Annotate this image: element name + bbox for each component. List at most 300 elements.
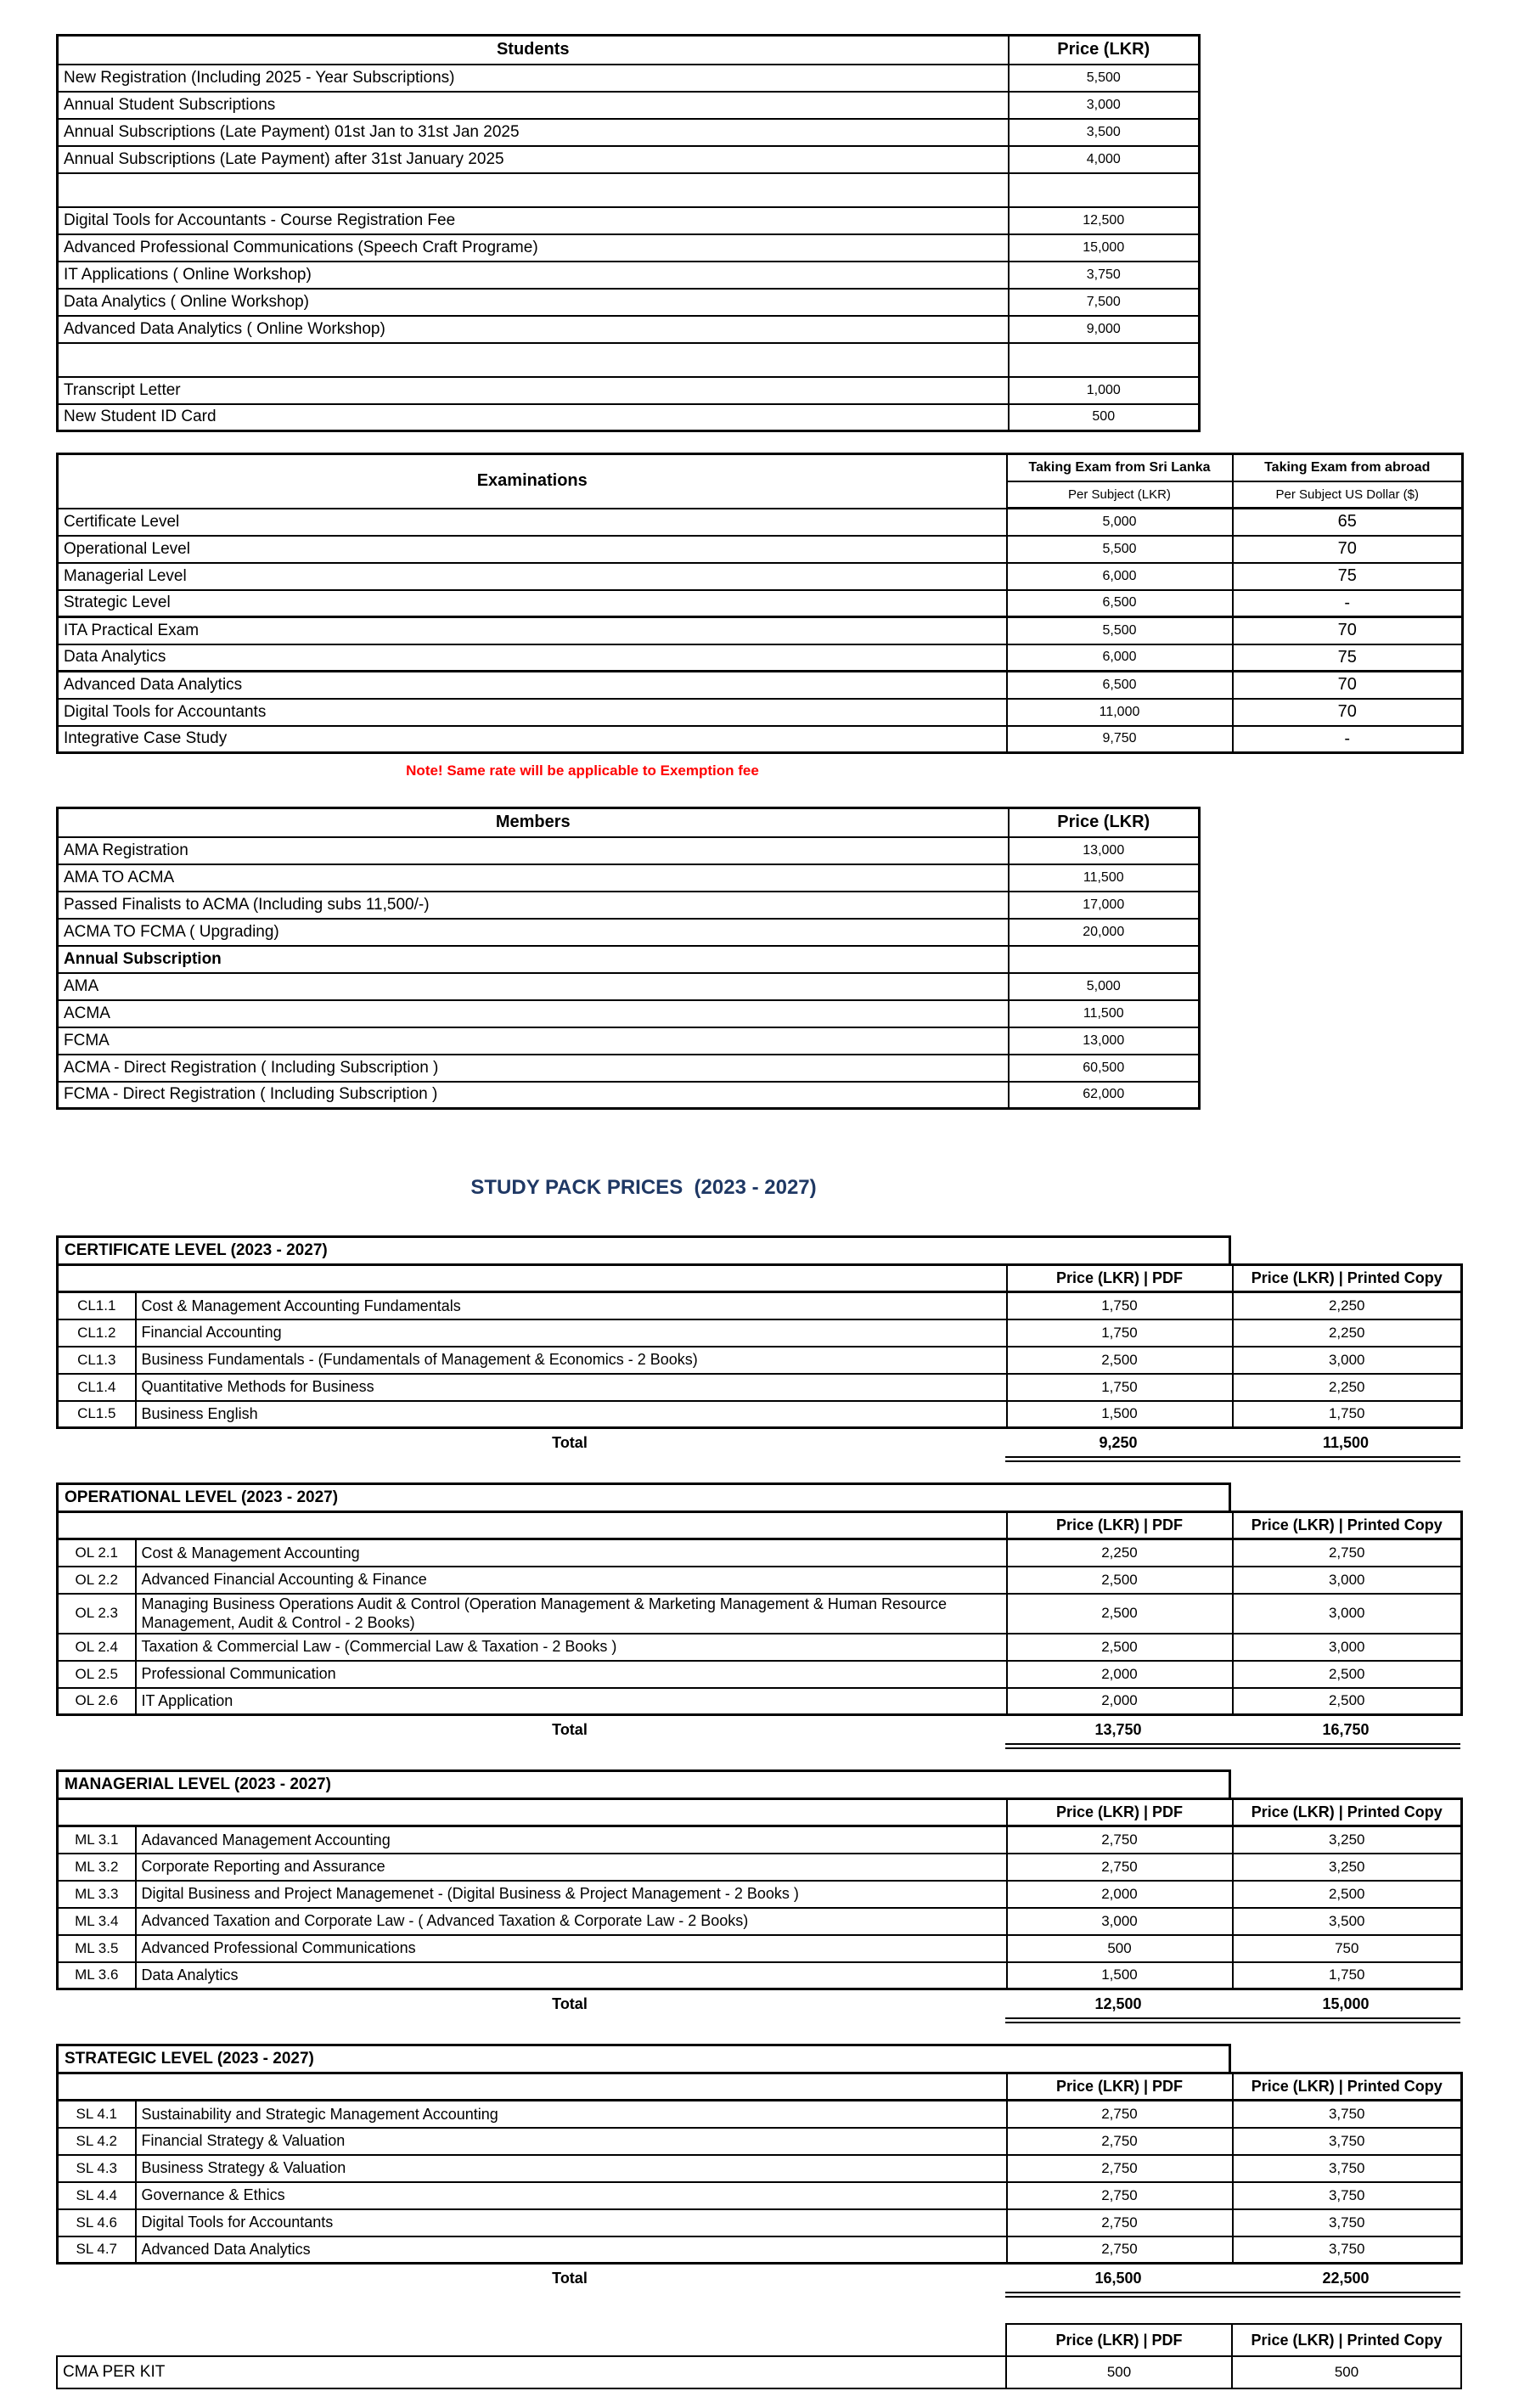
pdf-price-column-header: Price (LKR) | PDF	[1007, 1799, 1233, 1826]
row-price: 60,500	[1009, 1055, 1200, 1082]
study-pack-rows	[58, 1539, 1462, 1715]
table-row	[58, 1401, 1462, 1428]
row-label: IT Applications ( Online Workshop)	[58, 262, 1009, 289]
row-price: 3,750	[1009, 262, 1200, 289]
subject-code: OL 2.6	[58, 1688, 136, 1715]
total-label: Total	[552, 1720, 588, 1738]
subject-code: CL1.5	[58, 1401, 136, 1428]
table-row	[58, 864, 1200, 892]
total-row	[56, 1429, 1460, 1456]
pdf-price: 2,250	[1007, 1539, 1233, 1567]
pdf-price-column-header: Price (LKR) | PDF	[1007, 2073, 1233, 2101]
subject-code: CL1.1	[58, 1292, 136, 1319]
exam-row-label: Digital Tools for Accountants	[58, 699, 1007, 726]
table-row	[58, 1055, 1200, 1082]
subject-code: CL1.2	[58, 1319, 136, 1347]
pdf-price: 2,750	[1007, 2209, 1233, 2236]
exam-row-label: Data Analytics	[58, 644, 1007, 672]
table-row	[58, 699, 1463, 726]
row-label: New Student ID Card	[58, 404, 1009, 431]
exam-row-label: Strategic Level	[58, 590, 1007, 617]
row-label	[58, 173, 1009, 207]
printed-price-column-header: Price (LKR) | Printed Copy	[1232, 2324, 1461, 2356]
members-table	[56, 807, 1201, 1110]
row-price	[1009, 946, 1200, 973]
row-price: 5,000	[1009, 973, 1200, 1000]
level-block-operational	[56, 1482, 1513, 1749]
printed-price: 3,000	[1233, 1567, 1462, 1594]
examinations-table	[56, 453, 1464, 754]
subject-name: Financial Strategy & Valuation	[136, 2128, 1007, 2155]
subject-code: ML 3.3	[58, 1881, 136, 1908]
table-row	[58, 1962, 1462, 1989]
pdf-price: 1,750	[1007, 1292, 1233, 1319]
row-price: 4,000	[1009, 146, 1200, 173]
table-row	[57, 2356, 1461, 2388]
table-row	[58, 1539, 1462, 1567]
subject-name: Data Analytics	[136, 1962, 1007, 1989]
printed-price-column-header: Price (LKR) | Printed Copy	[1233, 2073, 1462, 2101]
exam-usd-price: 75	[1233, 563, 1463, 590]
pdf-price: 2,000	[1007, 1881, 1233, 1908]
exam-lkr-price: 5,500	[1007, 617, 1233, 644]
total-printed-value: 11,500	[1322, 1433, 1370, 1451]
exam-row-label: Certificate Level	[58, 509, 1007, 536]
table-row	[58, 837, 1200, 864]
level-block-managerial	[56, 1769, 1513, 2023]
total-pdf-value: 12,500	[1094, 1994, 1142, 2012]
subject-name: IT Application	[136, 1688, 1007, 1715]
printed-price: 2,250	[1233, 1374, 1462, 1401]
pdf-price: 2,500	[1007, 1594, 1233, 1634]
row-price: 11,500	[1009, 864, 1200, 892]
table-row	[58, 563, 1463, 590]
pdf-price-column-header: Price (LKR) | PDF	[1007, 1512, 1233, 1539]
table-row	[58, 377, 1200, 404]
exams-header-srilanka: Taking Exam from Sri Lanka	[1007, 454, 1233, 481]
subject-code: ML 3.6	[58, 1962, 136, 1989]
students-header-row	[58, 36, 1200, 65]
row-price: 5,500	[1009, 65, 1200, 92]
exam-usd-price: 65	[1233, 509, 1463, 536]
row-price: 20,000	[1009, 919, 1200, 946]
subject-name: Professional Communication	[136, 1661, 1007, 1688]
total-printed-value: 22,500	[1322, 2269, 1370, 2287]
printed-price: 3,000	[1233, 1347, 1462, 1374]
printed-price-column-header: Price (LKR) | Printed Copy	[1233, 1512, 1462, 1539]
printed-price: 750	[1233, 1935, 1462, 1962]
printed-price: 2,500	[1233, 1688, 1462, 1715]
row-label: Transcript Letter	[58, 377, 1009, 404]
row-price: 3,500	[1009, 119, 1200, 146]
table-row	[58, 892, 1200, 919]
subject-name: Taxation & Commercial Law - (Commercial Law & Taxation - 2 Books )	[136, 1634, 1007, 1661]
total-row	[56, 1716, 1460, 1743]
row-label: Annual Subscriptions (Late Payment) 01st Jan to 31st Jan 2025	[58, 119, 1009, 146]
printed-price: 1,750	[1233, 1401, 1462, 1428]
table-row	[58, 536, 1463, 563]
table-row	[58, 726, 1463, 753]
subject-name: Business Strategy & Valuation	[136, 2155, 1007, 2182]
exemption-note: Note! Same rate will be applicable to Exemption fee	[406, 762, 759, 779]
total-double-rule	[1005, 1456, 1460, 1462]
row-price: 9,000	[1009, 316, 1200, 343]
column-header-row	[58, 1799, 1462, 1826]
students-table	[56, 34, 1201, 432]
members-rows	[58, 837, 1200, 1109]
row-label: ACMA	[58, 1000, 1009, 1027]
exams-rows	[58, 509, 1463, 753]
printed-price: 3,750	[1233, 2101, 1462, 2128]
table-row	[58, 1082, 1200, 1109]
table-row	[58, 1567, 1462, 1594]
students-header-price: Price (LKR)	[1009, 36, 1200, 65]
subject-code: OL 2.2	[58, 1567, 136, 1594]
students-rows	[58, 65, 1200, 431]
cma-row-label: CMA PER KIT	[57, 2356, 1006, 2388]
subject-name: Sustainability and Strategic Management Accounting	[136, 2101, 1007, 2128]
total-row	[56, 1990, 1460, 2017]
pdf-price: 2,750	[1007, 2155, 1233, 2182]
total-double-rule	[1005, 1743, 1460, 1749]
table-row	[58, 404, 1200, 431]
printed-price: 3,750	[1233, 2209, 1462, 2236]
exam-usd-price: -	[1233, 590, 1463, 617]
exam-usd-price: 75	[1233, 644, 1463, 672]
pdf-price: 2,500	[1007, 1347, 1233, 1374]
level-header: MANAGERIAL LEVEL (2023 - 2027)	[56, 1769, 1231, 1800]
printed-price: 3,750	[1233, 2182, 1462, 2209]
row-label: FCMA	[58, 1027, 1009, 1055]
table-row	[58, 289, 1200, 316]
level-header: OPERATIONAL LEVEL (2023 - 2027)	[56, 1482, 1231, 1513]
total-row	[56, 2265, 1460, 2292]
total-label: Total	[552, 1994, 588, 2012]
table-row	[58, 65, 1200, 92]
table-row	[58, 590, 1463, 617]
table-row	[58, 1594, 1462, 1634]
exam-lkr-price: 9,750	[1007, 726, 1233, 753]
table-row	[58, 1935, 1462, 1962]
subject-name: Advanced Data Analytics	[136, 2236, 1007, 2264]
row-label: Advanced Data Analytics ( Online Workshop)	[58, 316, 1009, 343]
pdf-price-column-header: Price (LKR) | PDF	[1007, 1265, 1233, 1292]
row-label	[58, 343, 1009, 377]
exam-usd-price: 70	[1233, 699, 1463, 726]
table-row	[58, 1881, 1462, 1908]
row-label: Annual Student Subscriptions	[58, 92, 1009, 119]
study-pack-table	[56, 1798, 1463, 1990]
printed-price: 3,500	[1233, 1908, 1462, 1935]
row-price: 3,000	[1009, 92, 1200, 119]
table-row	[58, 1661, 1462, 1688]
subject-code: SL 4.7	[58, 2236, 136, 2264]
subject-name: Governance & Ethics	[136, 2182, 1007, 2209]
subject-name: Cost & Management Accounting	[136, 1539, 1007, 1567]
subject-code: SL 4.3	[58, 2155, 136, 2182]
exam-row-label: Integrative Case Study	[58, 726, 1007, 753]
row-label: ACMA - Direct Registration ( Including Subscription )	[58, 1055, 1009, 1082]
exam-lkr-price: 5,000	[1007, 509, 1233, 536]
subject-name: Advanced Taxation and Corporate Law - ( Advanced Taxation & Corporate Law - 2 Books)	[136, 1908, 1007, 1935]
table-row	[58, 1854, 1462, 1881]
study-pack-table	[56, 2072, 1463, 2265]
table-row	[58, 2182, 1462, 2209]
table-row	[58, 672, 1463, 699]
subject-code: ML 3.5	[58, 1935, 136, 1962]
table-row	[58, 2236, 1462, 2264]
row-price: 13,000	[1009, 1027, 1200, 1055]
total-printed-value: 16,750	[1322, 1720, 1370, 1738]
table-row	[58, 173, 1200, 207]
exams-header-row	[58, 454, 1463, 481]
total-label: Total	[552, 2269, 588, 2287]
pdf-price: 2,750	[1007, 2101, 1233, 2128]
total-pdf-value: 13,750	[1094, 1720, 1142, 1738]
study-pack-rows	[58, 1826, 1462, 1989]
subject-code: OL 2.5	[58, 1661, 136, 1688]
subject-code: CL1.3	[58, 1347, 136, 1374]
exam-lkr-price: 11,000	[1007, 699, 1233, 726]
row-price: 11,500	[1009, 1000, 1200, 1027]
exam-usd-price: 70	[1233, 672, 1463, 699]
exam-row-label: Operational Level	[58, 536, 1007, 563]
subject-code: ML 3.2	[58, 1854, 136, 1881]
total-pdf-value: 16,500	[1094, 2269, 1142, 2287]
exam-row-label: Managerial Level	[58, 563, 1007, 590]
table-row	[58, 119, 1200, 146]
column-header-row	[58, 1512, 1462, 1539]
exam-row-label: Advanced Data Analytics	[58, 672, 1007, 699]
table-row	[58, 919, 1200, 946]
printed-price: 2,500	[1233, 1661, 1462, 1688]
subject-name: Cost & Management Accounting Fundamentals	[136, 1292, 1007, 1319]
empty-header-cell	[58, 1799, 1007, 1826]
exam-lkr-price: 6,000	[1007, 644, 1233, 672]
level-block-certificate	[56, 1235, 1513, 1462]
exam-usd-price: -	[1233, 726, 1463, 753]
cma-blank-cell	[57, 2324, 1006, 2356]
row-label: ACMA TO FCMA ( Upgrading)	[58, 919, 1009, 946]
row-label: AMA Registration	[58, 837, 1009, 864]
row-price	[1009, 343, 1200, 377]
cma-header-row	[57, 2324, 1461, 2356]
subject-name: Digital Tools for Accountants	[136, 2209, 1007, 2236]
pdf-price: 2,750	[1007, 1826, 1233, 1854]
exam-usd-price: 70	[1233, 617, 1463, 644]
table-row	[58, 1634, 1462, 1661]
pdf-price: 1,750	[1007, 1374, 1233, 1401]
subject-code: OL 2.3	[58, 1594, 136, 1634]
table-row	[58, 1688, 1462, 1715]
printed-price: 1,750	[1233, 1962, 1462, 1989]
table-row	[58, 2209, 1462, 2236]
total-pdf-value: 9,250	[1099, 1433, 1138, 1451]
empty-header-cell	[58, 1265, 1007, 1292]
column-header-row	[58, 1265, 1462, 1292]
row-label: Digital Tools for Accountants - Course Registration Fee	[58, 207, 1009, 234]
cma-pdf-price: 500	[1006, 2356, 1232, 2388]
empty-header-cell	[58, 1512, 1007, 1539]
pdf-price: 2,750	[1007, 2182, 1233, 2209]
table-row	[58, 1374, 1462, 1401]
table-row	[58, 316, 1200, 343]
printed-price: 3,250	[1233, 1854, 1462, 1881]
study-pack-table	[56, 1511, 1463, 1716]
printed-price: 3,000	[1233, 1634, 1462, 1661]
pdf-price: 2,000	[1007, 1688, 1233, 1715]
pdf-price: 2,750	[1007, 1854, 1233, 1881]
pdf-price: 500	[1007, 1935, 1233, 1962]
table-row	[58, 1826, 1462, 1854]
total-double-rule	[1005, 2017, 1460, 2023]
pdf-price: 1,500	[1007, 1401, 1233, 1428]
row-price: 17,000	[1009, 892, 1200, 919]
row-label: FCMA - Direct Registration ( Including Subscription )	[58, 1082, 1009, 1109]
subject-name: Digital Business and Project Managemenet - (Digital Business & Project Management - 2 Books )	[136, 1881, 1007, 1908]
level-header: STRATEGIC LEVEL (2023 - 2027)	[56, 2044, 1231, 2074]
table-row	[58, 92, 1200, 119]
pdf-price: 2,750	[1007, 2128, 1233, 2155]
pdf-price: 1,750	[1007, 1319, 1233, 1347]
subject-code: SL 4.1	[58, 2101, 136, 2128]
total-double-rule	[1005, 2292, 1460, 2298]
table-row	[58, 262, 1200, 289]
table-row	[58, 2101, 1462, 2128]
exam-usd-price: 70	[1233, 536, 1463, 563]
pdf-price: 2,000	[1007, 1661, 1233, 1688]
exam-lkr-price: 6,500	[1007, 672, 1233, 699]
table-row	[58, 343, 1200, 377]
printed-price: 3,250	[1233, 1826, 1462, 1854]
row-price: 7,500	[1009, 289, 1200, 316]
exam-lkr-price: 6,000	[1007, 563, 1233, 590]
printed-price: 2,750	[1233, 1539, 1462, 1567]
subject-name: Quantitative Methods for Business	[136, 1374, 1007, 1401]
table-row	[58, 2128, 1462, 2155]
subject-code: OL 2.4	[58, 1634, 136, 1661]
subject-name: Corporate Reporting and Assurance	[136, 1854, 1007, 1881]
subject-code: ML 3.1	[58, 1826, 136, 1854]
subject-name: Business English	[136, 1401, 1007, 1428]
study-pack-table	[56, 1263, 1463, 1429]
subject-code: OL 2.1	[58, 1539, 136, 1567]
printed-price: 3,000	[1233, 1594, 1462, 1634]
table-row	[58, 1000, 1200, 1027]
exam-lkr-price: 5,500	[1007, 536, 1233, 563]
subject-name: Managing Business Operations Audit & Control (Operation Management & Marketing Management & Human Resource Management, Audit & Control - 2 Books)	[136, 1594, 1007, 1634]
members-header-price: Price (LKR)	[1009, 808, 1200, 837]
row-label: AMA	[58, 973, 1009, 1000]
cma-kit-table	[56, 2323, 1462, 2389]
printed-price: 3,750	[1233, 2128, 1462, 2155]
row-price: 500	[1009, 404, 1200, 431]
table-row	[58, 946, 1200, 973]
table-row	[58, 1908, 1462, 1935]
table-row	[58, 617, 1463, 644]
table-row	[58, 2155, 1462, 2182]
row-price: 13,000	[1009, 837, 1200, 864]
study-pack-rows	[58, 2101, 1462, 2264]
column-header-row	[58, 2073, 1462, 2101]
empty-header-cell	[58, 2073, 1007, 2101]
subject-name: Advanced Professional Communications	[136, 1935, 1007, 1962]
table-row	[58, 644, 1463, 672]
row-price: 62,000	[1009, 1082, 1200, 1109]
table-row	[58, 146, 1200, 173]
level-header: CERTIFICATE LEVEL (2023 - 2027)	[56, 1235, 1231, 1266]
exam-row-label: ITA Practical Exam	[58, 617, 1007, 644]
study-pack-rows	[58, 1292, 1462, 1428]
printed-price: 2,500	[1233, 1881, 1462, 1908]
exams-subheader-lkr: Per Subject (LKR)	[1007, 481, 1233, 509]
exam-lkr-price: 6,500	[1007, 590, 1233, 617]
exams-subheader-usd: Per Subject US Dollar ($)	[1233, 481, 1463, 509]
subject-code: SL 4.2	[58, 2128, 136, 2155]
exams-header-label: Examinations	[58, 454, 1007, 509]
subject-name: Business Fundamentals - (Fundamentals of Management & Economics - 2 Books)	[136, 1347, 1007, 1374]
total-label: Total	[552, 1433, 588, 1451]
table-row	[58, 1027, 1200, 1055]
row-label: New Registration (Including 2025 - Year Subscriptions)	[58, 65, 1009, 92]
subject-code: SL 4.6	[58, 2209, 136, 2236]
level-block-strategic	[56, 2044, 1513, 2298]
printed-price: 3,750	[1233, 2155, 1462, 2182]
pdf-price: 2,500	[1007, 1634, 1233, 1661]
pdf-price: 2,500	[1007, 1567, 1233, 1594]
pdf-price-column-header: Price (LKR) | PDF	[1006, 2324, 1232, 2356]
table-row	[58, 509, 1463, 536]
subject-code: CL1.4	[58, 1374, 136, 1401]
cma-printed-price: 500	[1232, 2356, 1461, 2388]
students-header-label: Students	[58, 36, 1009, 65]
subject-name: Advanced Financial Accounting & Finance	[136, 1567, 1007, 1594]
subject-code: SL 4.4	[58, 2182, 136, 2209]
table-row	[58, 1292, 1462, 1319]
row-label: AMA TO ACMA	[58, 864, 1009, 892]
table-row	[58, 234, 1200, 262]
pdf-price: 3,000	[1007, 1908, 1233, 1935]
table-row	[58, 1319, 1462, 1347]
printed-price: 3,750	[1233, 2236, 1462, 2264]
row-price: 1,000	[1009, 377, 1200, 404]
subject-name: Adavanced Management Accounting	[136, 1826, 1007, 1854]
table-row	[58, 1347, 1462, 1374]
members-header-row	[58, 808, 1200, 837]
printed-price: 2,250	[1233, 1319, 1462, 1347]
row-price: 15,000	[1009, 234, 1200, 262]
row-label: Annual Subscription	[58, 946, 1009, 973]
row-label: Data Analytics ( Online Workshop)	[58, 289, 1009, 316]
subject-code: ML 3.4	[58, 1908, 136, 1935]
members-header-label: Members	[58, 808, 1009, 837]
printed-price-column-header: Price (LKR) | Printed Copy	[1233, 1799, 1462, 1826]
subject-name: Financial Accounting	[136, 1319, 1007, 1347]
row-price: 12,500	[1009, 207, 1200, 234]
table-row	[58, 207, 1200, 234]
printed-price: 2,250	[1233, 1292, 1462, 1319]
pdf-price: 1,500	[1007, 1962, 1233, 1989]
row-price	[1009, 173, 1200, 207]
printed-price-column-header: Price (LKR) | Printed Copy	[1233, 1265, 1462, 1292]
row-label: Advanced Professional Communications (Speech Craft Programe)	[58, 234, 1009, 262]
row-label: Passed Finalists to ACMA (Including subs 11,500/-)	[58, 892, 1009, 919]
study-pack-title: STUDY PACK PRICES (2023 - 2027)	[470, 1176, 817, 1199]
total-printed-value: 15,000	[1322, 1994, 1370, 2012]
exams-header-abroad: Taking Exam from abroad	[1233, 454, 1463, 481]
table-row	[58, 973, 1200, 1000]
row-label: Annual Subscriptions (Late Payment) after 31st January 2025	[58, 146, 1009, 173]
